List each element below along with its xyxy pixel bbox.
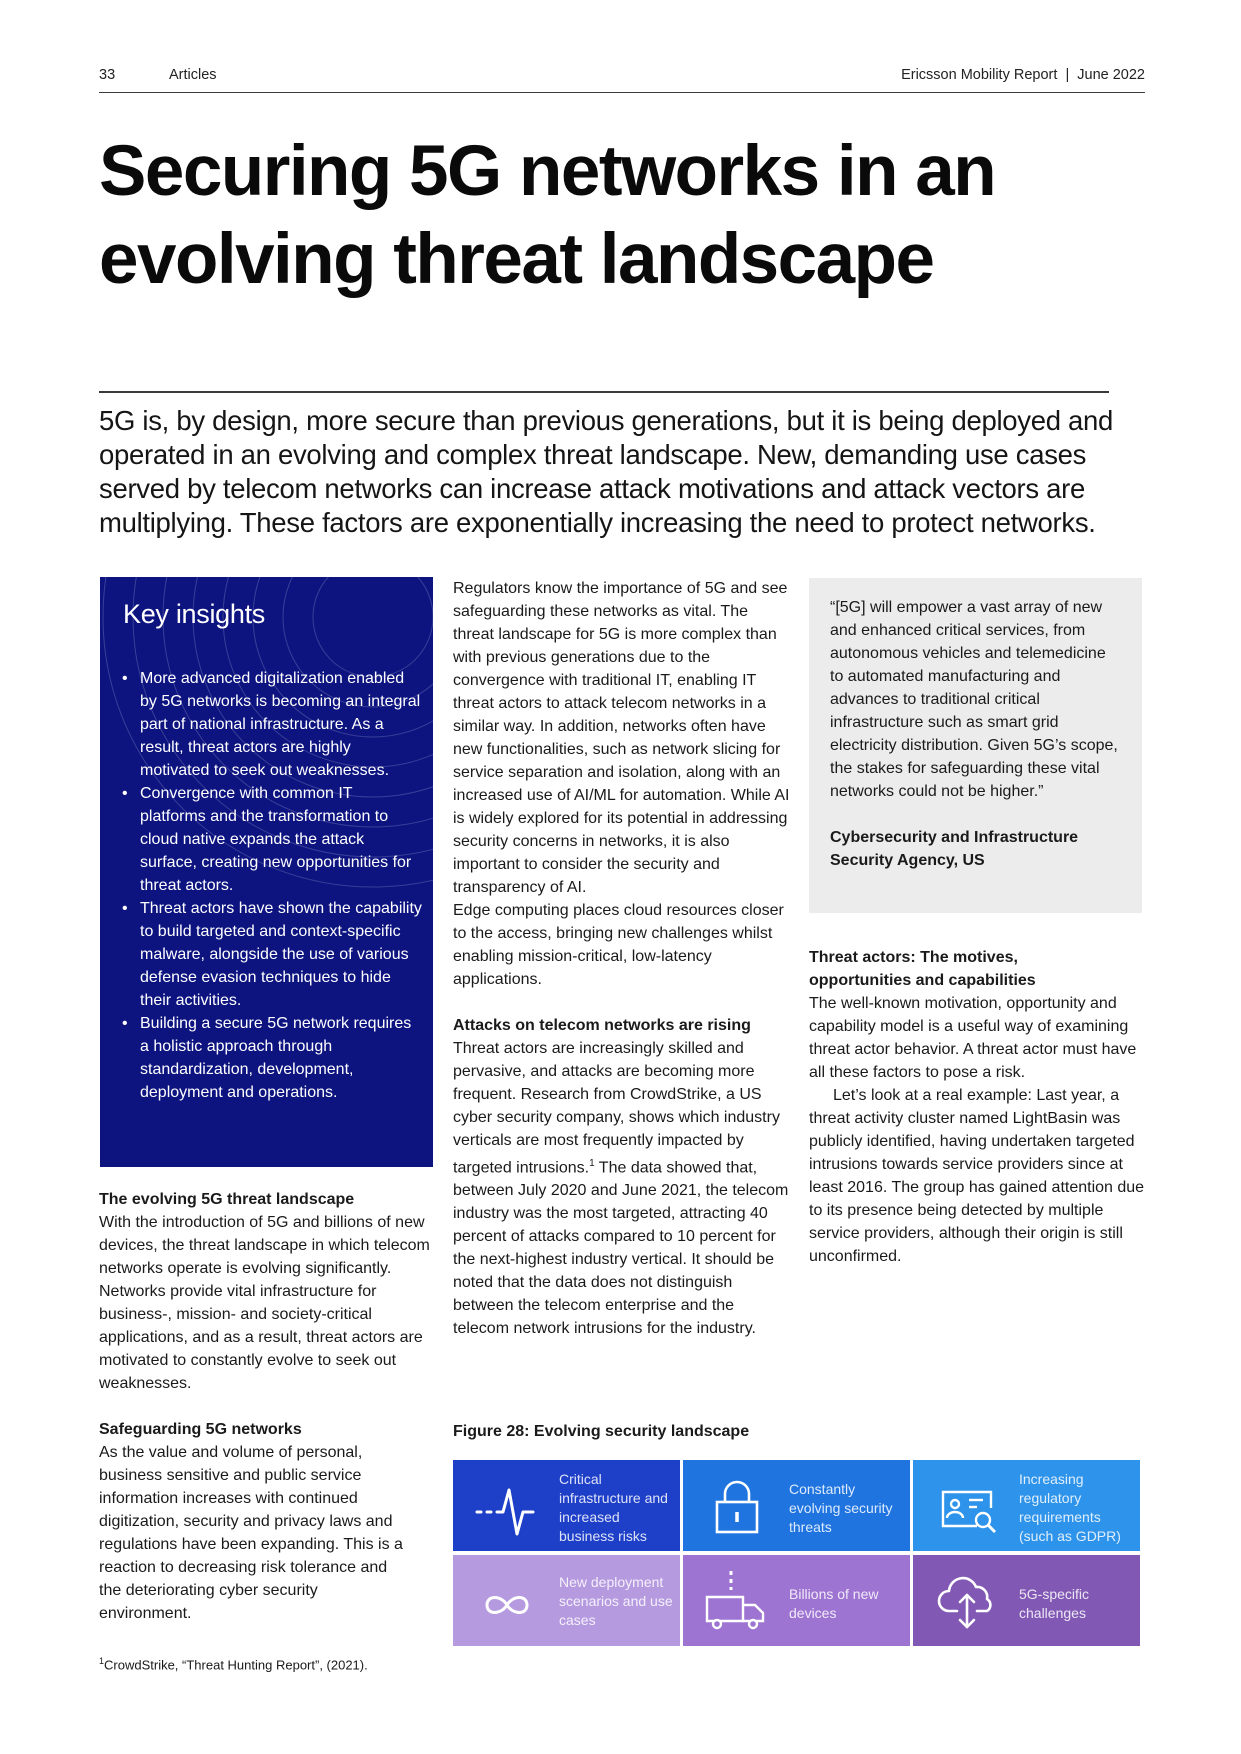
tile-label: Increasing regulatory requirements (such as GDPR) [1019,1471,1121,1544]
section-label: Articles [169,67,217,83]
divider [99,391,1109,393]
page-header [99,67,1145,93]
tile-label: Constantly evolving security threats [789,1481,893,1535]
body-paragraph: The well-known motivation, opportunity and capability model is a useful way of examining threat actor behavior. A threat actor must have all these factors to pose a risk. [809,995,1137,1081]
infinity-icon [467,1569,547,1635]
body-paragraph: As the value and volume of personal, business sensitive and public service information increases with continued digitization, security and privacy laws and regulations have been expanding. This is a reaction to decreasing risk tolerance and the deteriorating cyber security environment. [99,1444,403,1622]
key-insights-box [100,577,433,1167]
figure-title: Figure 28: Evolving security landscape [453,1423,750,1440]
id-card-search-icon [927,1474,1007,1540]
quote-text: “[5G] will empower a vast array of new and enhanced critical services, from autonomous vehicles and telemedicine to automated manufacturing and advances to traditional critical infrastructure such as smart grid electricity distribution. Given 5G’s scope, the stakes for safeguarding these vital networks could not be higher.” [830,599,1118,800]
figure-tile-devices [683,1555,910,1646]
page-number: 33 [99,67,116,83]
cloud-upload-icon [927,1569,1007,1635]
list-item: • Building a secure 5G network requires a holistic approach through standardization, development, deployment and operations. [122,1012,422,1104]
figure-tile-security-threats [683,1460,910,1551]
body-paragraph: Edge computing places cloud resources closer to the access, bringing new challenges whilst enabling mission-critical, low-latency applications. [453,902,784,988]
figure-tile-deployment [453,1555,680,1646]
section-heading: Threat actors: The motives, opportunities and capabilities [809,949,1036,989]
figure-tile-5g-challenges [913,1555,1140,1646]
heartbeat-signal-icon [467,1474,547,1540]
tile-label: Critical infrastructure and increased business risks [559,1471,668,1544]
section-heading: The evolving 5G threat landscape [99,1191,355,1208]
tile-label: Billions of new devices [789,1586,879,1621]
list-item: • More advanced digitalization enabled by 5G networks is becoming an integral part of national infrastructure. As a result, threat actors are highly motivated to seek out weaknesses. [122,667,422,782]
truck-icon [697,1569,777,1635]
body-paragraph: With the introduction of 5G and billions of new devices, the threat landscape in which telecom networks operate is evolving significantly. Networks provide vital infrastructure for business-, mission- and society-critical applications, and as a result, threat actors are motivated to constantly evolve to seek out weaknesses. [99,1214,430,1392]
report-name: Ericsson Mobility Report | June 2022 [901,67,1145,83]
tile-label: 5G-specific challenges [1019,1586,1090,1621]
padlock-icon [697,1474,777,1540]
figure-tile-regulatory [913,1460,1140,1551]
footnote-reference[interactable]: 1 [589,1158,595,1169]
figure-tile-critical-infrastructure [453,1460,680,1551]
section-heading: Safeguarding 5G networks [99,1421,302,1438]
tile-label: New deployment scenarios and use cases [559,1574,673,1628]
list-item: • Convergence with common IT platforms and the transformation to cloud native expands the attack surface, creating new opportunities for threat actors. [122,782,422,897]
list-item: • Threat actors have shown the capability to build targeted and context-specific malware, alongside the use of various defense evasion techniques to hide their activities. [122,897,422,1012]
column-3 [809,946,1145,1268]
quote-box [809,578,1142,913]
lead-paragraph: 5G is, by design, more secure than previous generations, but it is being deployed and operated in an evolving and complex threat landscape. New, demanding use cases served by telecom networks can increase attack motivations and attack vectors are multiplying. These factors are exponentially increasing the need to protect networks. [99,405,1114,538]
key-insights-heading: Key insights [123,599,265,629]
column-2 [453,577,791,1340]
quote-source: Cybersecurity and Infrastructure Security Agency, US [830,829,1079,869]
article-title: Securing 5G networks in an evolving threat landscape [99,132,996,299]
column-1 [99,1188,439,1625]
footnote: $^1$CrowdStrike, “Threat Hunting Report”, (2021). [99,1656,368,1673]
section-heading: Attacks on telecom networks are rising [453,1017,751,1034]
body-paragraph: Threat actors are increasingly skilled and pervasive, and attacks are becoming more frequent. Research from CrowdStrike, a US cyber security company, shows which industry verticals are most frequently impacted by targeted intrusions.$^1$ The data showed that, between July 2020 and June 2021, the telecom industry was the most targeted, attracting 40 percent of attacks compared to 10 percent for the next-highest industry vertical. It should be noted that the data does not distinguish between the telecom enterprise and the telecom network intrusions for the industry. [453,1040,789,1338]
body-paragraph: Regulators know the importance of 5G and see safeguarding these networks as vital. The threat landscape for 5G is more complex than with previous generations due to the convergence with traditional IT, enabling IT threat actors to attack telecom networks in a similar way. In addition, networks often have new functionalities, such as network slicing for service separation and isolation, along with an increased use of AI/ML for automation. While AI is widely explored for its potential in addressing security concerns in networks, it is also important to consider the security and transparency of AI. [453,580,790,896]
body-paragraph: Let’s look at a real example: Last year, a threat activity cluster named LightBasin was publicly identified, having undertaken targeted intrusions towards service providers since at least 2016. The group has gained attention due to its presence being detected by multiple service providers, although their origin is still unconfirmed. [809,1087,1145,1265]
key-insights-list [122,667,422,1104]
